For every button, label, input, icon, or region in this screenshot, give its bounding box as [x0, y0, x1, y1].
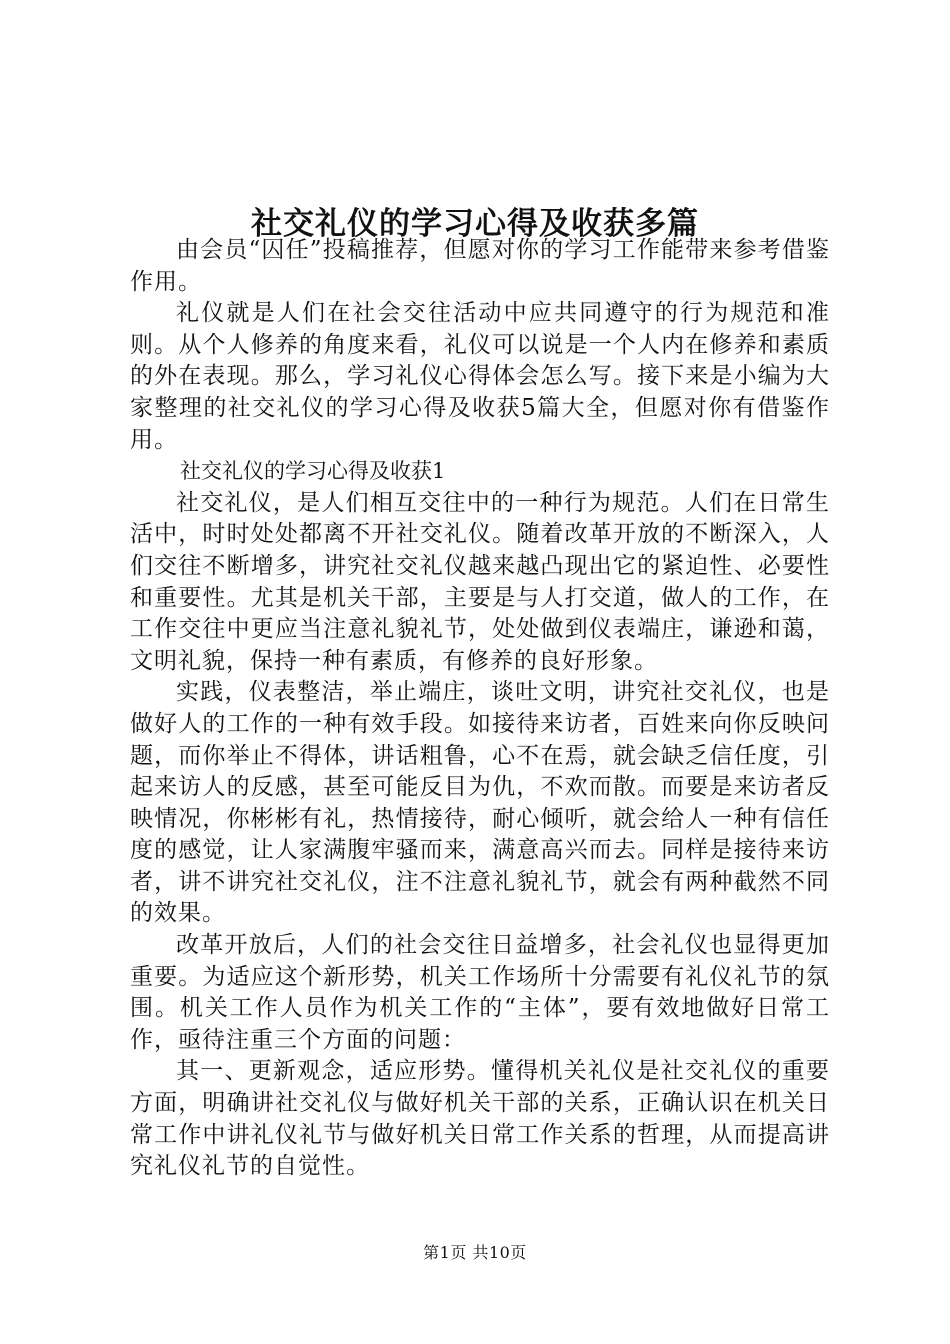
document-body: [130, 235, 830, 1183]
section-paragraph-1: 社交礼仪，是人们相互交往中的一种行为规范。人们在日常生活中，时时处处都离不开社交礼仪。随着改革开放的不断深入，人们交往不断增多，讲究社交礼仪越来越凸现出它的紧迫性、必要性和重要性。尤其是机关干部，主要是与人打交道，做人的工作，在工作交往中更应当注意礼貌礼节，处处做到仪表端庄，谦逊和蔼，文明礼貌，保持一种有素质，有修养的良好形象。: [130, 489, 830, 674]
section-paragraph-4: 其一、更新观念，适应形势。懂得机关礼仪是社交礼仪的重要方面，明确讲社交礼仪与做好机关干部的关系，正确认识在机关日常工作中讲礼仪礼节与做好机关日常工作关系的哲理，从而提高讲究礼仪礼节的自觉性。: [130, 1058, 830, 1180]
page-number-footer: 第1页 共10页: [423, 1243, 527, 1262]
intro-paragraph-2: 礼仪就是人们在社会交往活动中应共同遵守的行为规范和准则。从个人修养的角度来看，礼仪可以说是一个人内在修养和素质的外在表现。那么，学习礼仪心得体会怎么写。接下来是小编为大家整理的社交礼仪的学习心得及收获5篇大全，但愿对你有借鉴作用。: [130, 300, 830, 453]
section-paragraph-3: 改革开放后，人们的社会交往日益增多，社会礼仪也显得更加重要。为适应这个新形势，机关工作场所十分需要有礼仪礼节的氛围。机关工作人员作为机关工作的“主体”，要有效地做好日常工作，亟待注重三个方面的问题：: [130, 932, 830, 1053]
document-title: 社交礼仪的学习心得及收获多篇: [251, 205, 699, 242]
intro-paragraph-1: 由会员“囚任”投稿推荐，但愿对你的学习工作能带来参考借鉴作用。: [130, 237, 830, 295]
section-paragraph-2: 实践，仪表整洁，举止端庄，谈吐文明，讲究社交礼仪，也是做好人的工作的一种有效手段。如接待来访者，百姓来向你反映问题，而你举止不得体，讲话粗鲁，心不在焉，就会缺乏信任度，引起来访人的反感，甚至可能反目为仇，不欢而散。而要是来访者反映情况，你彬彬有礼，热情接待，耐心倾听，就会给人一种有信任度的感觉，让人家满腹牢骚而来，满意高兴而去。同样是接待来访者，讲不讲究社交礼仪，注不注意礼貌礼节，就会有两种截然不同的效果。: [130, 679, 830, 927]
section-heading: 社交礼仪的学习心得及收获1: [180, 459, 446, 484]
